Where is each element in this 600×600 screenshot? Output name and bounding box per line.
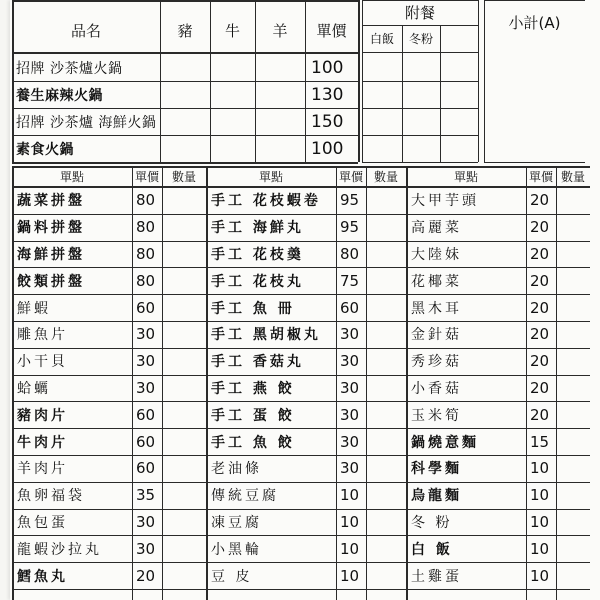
- qty-cell[interactable]: [556, 321, 590, 348]
- ala-carte-item-name: 魚包蛋: [17, 514, 68, 531]
- header-side: 附餐: [404, 3, 435, 22]
- header-item: 單點: [258, 169, 283, 184]
- ala-carte-item-name: 手工 魚 冊: [211, 300, 295, 317]
- ala-carte-item-price: 95: [340, 218, 360, 237]
- qty-cell[interactable]: [556, 294, 590, 321]
- ala-carte-item-name: 花椰菜: [411, 273, 462, 290]
- ala-carte-item-price: 30: [136, 539, 156, 558]
- ala-carte-item-name: 手工 黑胡椒丸: [211, 327, 321, 344]
- ala-carte-item-price: 10: [530, 486, 550, 505]
- qty-cell[interactable]: [162, 348, 206, 375]
- header-vermicelli: 冬粉: [408, 31, 433, 46]
- ala-carte-item-name: 凍豆腐: [211, 514, 262, 531]
- grid-line: [12, 375, 590, 376]
- qty-cell[interactable]: [366, 535, 406, 562]
- grid-line: [362, 0, 478, 1]
- ala-carte-item-price: 30: [340, 352, 360, 371]
- grid-line: [362, 0, 363, 162]
- ala-carte-item-price: 10: [340, 512, 360, 531]
- ala-carte-item-price: 10: [530, 459, 550, 478]
- ala-carte-item-price: 95: [340, 191, 360, 210]
- qty-cell[interactable]: [162, 535, 206, 562]
- ala-carte-item-name: 高麗菜: [411, 220, 462, 237]
- qty-pork-cell[interactable]: [160, 54, 210, 81]
- ala-carte-item-price: 35: [136, 486, 156, 505]
- ala-carte-item-price: 60: [136, 405, 156, 424]
- ala-carte-item-price: 20: [530, 244, 550, 263]
- grid-line: [162, 166, 163, 600]
- grid-line: [362, 81, 478, 82]
- hotpot-name: 養生麻辣火鍋: [16, 87, 103, 104]
- ala-carte-item-price: 20: [136, 566, 156, 585]
- ala-carte-item-price: 15: [530, 432, 550, 451]
- grid-line: [478, 0, 479, 162]
- grid-line: [132, 166, 133, 600]
- ala-carte-item-name: 手工 蛋 餃: [211, 407, 295, 424]
- qty-cell[interactable]: [556, 348, 590, 375]
- header-price: 單價: [134, 169, 159, 184]
- ala-carte-item-name: 蛤蠣: [17, 380, 51, 397]
- ala-carte-item-name: 海鮮拼盤: [17, 246, 85, 263]
- ala-carte-item-name: 手工 花枝蝦卷: [211, 193, 321, 210]
- ala-carte-item-name: 手工 燕 餃: [211, 380, 295, 397]
- ala-carte-item-name: 羊肉片: [17, 461, 68, 478]
- grid-line: [366, 166, 367, 600]
- qty-cell[interactable]: [366, 267, 406, 294]
- qty-pork-cell[interactable]: [160, 81, 210, 108]
- ala-carte-item-price: 60: [136, 432, 156, 451]
- side-qty-cell[interactable]: [440, 81, 478, 108]
- ala-carte-item-name: 魚卵福袋: [17, 488, 85, 505]
- qty-cell[interactable]: [162, 267, 206, 294]
- ala-carte-item-price: 20: [530, 271, 550, 290]
- ala-carte-item-name: 烏龍麵: [411, 488, 462, 505]
- grid-line: [402, 25, 403, 162]
- grid-line: [12, 589, 590, 590]
- grid-line: [12, 482, 590, 483]
- side-qty-cell[interactable]: [440, 108, 478, 135]
- qty-cell[interactable]: [162, 321, 206, 348]
- header-rice: 白飯: [369, 31, 394, 46]
- ala-carte-item-name: 豬肉片: [17, 407, 68, 424]
- grid-line: [336, 166, 337, 600]
- ala-carte-item-name: 傳統豆腐: [211, 488, 279, 505]
- grid-line: [12, 535, 590, 536]
- grid-line: [12, 241, 590, 242]
- ala-carte-item-price: 30: [340, 459, 360, 478]
- qty-cell[interactable]: [556, 509, 590, 536]
- qty-cell[interactable]: [556, 375, 590, 402]
- ala-carte-item-name: 科學麵: [411, 461, 462, 478]
- qty-cell[interactable]: [366, 401, 406, 428]
- side-qty-cell[interactable]: [402, 135, 440, 162]
- ala-carte-item-name: 豆 皮: [211, 568, 253, 585]
- qty-cell[interactable]: [366, 348, 406, 375]
- ala-carte-item-name: 手工 魚 餃: [211, 434, 295, 451]
- ala-carte-item-price: 30: [340, 432, 360, 451]
- grid-line: [12, 166, 14, 600]
- ala-carte-item-name: 小黑輪: [211, 541, 262, 558]
- qty-pork-cell[interactable]: [160, 108, 210, 135]
- ala-carte-item-name: 手工 花枝羮: [211, 246, 304, 263]
- qty-lamb-cell[interactable]: [255, 81, 305, 108]
- qty-cell[interactable]: [366, 455, 406, 482]
- ala-carte-item-price: 60: [136, 298, 156, 317]
- side-qty-cell[interactable]: [362, 81, 402, 108]
- hotpot-price: 100: [311, 57, 344, 78]
- header-price: 單價: [528, 169, 553, 184]
- ala-carte-item-price: 20: [530, 298, 550, 317]
- side-qty-cell[interactable]: [402, 108, 440, 135]
- ala-carte-item-name: 手工 香菇丸: [211, 354, 304, 371]
- grid-line: [12, 81, 358, 82]
- ala-carte-item-price: 80: [136, 244, 156, 263]
- grid-line: [12, 401, 590, 402]
- qty-cell[interactable]: [556, 535, 590, 562]
- header-qty: 數量: [560, 169, 585, 184]
- qty-cell[interactable]: [556, 482, 590, 509]
- qty-cell[interactable]: [162, 214, 206, 241]
- hotpot-price: 150: [311, 111, 344, 132]
- ala-carte-item-name: 冬 粉: [411, 514, 453, 531]
- qty-cell[interactable]: [366, 509, 406, 536]
- ala-carte-item-price: 20: [530, 218, 550, 237]
- ala-carte-item-name: 大甲芋頭: [411, 193, 479, 210]
- qty-cell[interactable]: [162, 562, 206, 589]
- header-qty: 數量: [171, 169, 196, 184]
- grid-line: [160, 0, 161, 162]
- qty-cell[interactable]: [162, 401, 206, 428]
- qty-beef-cell[interactable]: [210, 81, 255, 108]
- grid-line: [12, 0, 14, 162]
- ala-carte-item-price: 20: [530, 352, 550, 371]
- qty-cell[interactable]: [366, 562, 406, 589]
- hotpot-name: 招牌 沙茶爐 海鮮火鍋: [16, 114, 157, 131]
- header-item: 單點: [453, 169, 478, 184]
- qty-cell[interactable]: [366, 482, 406, 509]
- ala-carte-item-price: 20: [530, 405, 550, 424]
- qty-beef-cell[interactable]: [210, 54, 255, 81]
- side-qty-cell[interactable]: [362, 108, 402, 135]
- header-name: 品名: [70, 21, 101, 40]
- ala-carte-item-name: 鱈魚丸: [17, 568, 68, 585]
- header-beef: 牛: [224, 21, 240, 40]
- ala-carte-item-name: 鮮蝦: [17, 300, 51, 317]
- grid-line: [12, 562, 590, 563]
- ala-carte-item-price: 60: [340, 298, 360, 317]
- grid-line: [12, 428, 590, 429]
- ala-carte-item-price: 30: [136, 512, 156, 531]
- grid-line: [12, 455, 590, 456]
- hotpot-name: 素食火鍋: [16, 141, 74, 158]
- ala-carte-item-price: 60: [136, 459, 156, 478]
- qty-lamb-cell[interactable]: [255, 54, 305, 81]
- qty-beef-cell[interactable]: [210, 135, 255, 162]
- ala-carte-item-name: 玉米筍: [411, 407, 462, 424]
- grid-line: [12, 214, 590, 215]
- grid-line: [362, 135, 478, 136]
- ala-carte-item-name: 手工 花枝丸: [211, 273, 304, 290]
- grid-line: [12, 135, 358, 136]
- hotpot-price: 130: [311, 84, 344, 105]
- grid-line: [12, 321, 590, 322]
- ala-carte-item-price: 80: [136, 218, 156, 237]
- side-qty-cell[interactable]: [362, 135, 402, 162]
- qty-cell[interactable]: [556, 455, 590, 482]
- ala-carte-item-name: 餃類拼盤: [17, 273, 85, 290]
- grid-line: [12, 108, 358, 109]
- qty-cell[interactable]: [162, 509, 206, 536]
- grid-line: [362, 108, 478, 109]
- grid-line: [12, 52, 358, 54]
- qty-cell[interactable]: [366, 428, 406, 455]
- ala-carte-item-price: 80: [136, 271, 156, 290]
- ala-carte-item-name: 牛肉片: [17, 434, 68, 451]
- qty-cell[interactable]: [366, 214, 406, 241]
- ala-carte-item-name: 雕魚片: [17, 327, 68, 344]
- qty-cell[interactable]: [366, 321, 406, 348]
- menu-order-sheet: [10, 0, 600, 600]
- grid-line: [362, 25, 478, 26]
- side-qty-cell[interactable]: [402, 81, 440, 108]
- grid-line: [12, 509, 590, 510]
- header-price: 單價: [338, 169, 363, 184]
- ala-carte-item-name: 秀珍菇: [411, 354, 462, 371]
- header-pork: 豬: [177, 21, 193, 40]
- qty-cell[interactable]: [556, 241, 590, 268]
- ala-carte-item-name: 大陸妹: [411, 246, 462, 263]
- ala-carte-item-price: 10: [340, 539, 360, 558]
- ala-carte-item-name: 土雞蛋: [411, 568, 462, 585]
- ala-carte-item-name: 鍋料拼盤: [17, 220, 85, 237]
- qty-cell[interactable]: [556, 428, 590, 455]
- qty-cell[interactable]: [366, 375, 406, 402]
- ala-carte-item-name: 小干貝: [17, 354, 68, 371]
- grid-line: [255, 0, 256, 162]
- ala-carte-item-price: 30: [340, 405, 360, 424]
- side-qty-cell[interactable]: [362, 54, 402, 81]
- ala-carte-item-price: 20: [530, 378, 550, 397]
- qty-cell[interactable]: [162, 482, 206, 509]
- grid-line: [12, 162, 358, 164]
- ala-carte-item-name: 金針菇: [411, 327, 462, 344]
- ala-carte-item-price: 75: [340, 271, 360, 290]
- grid-line: [12, 166, 590, 168]
- ala-carte-item-price: 80: [136, 191, 156, 210]
- grid-line: [362, 52, 478, 53]
- qty-cell[interactable]: [366, 241, 406, 268]
- ala-carte-item-name: 蔬菜拼盤: [17, 193, 85, 210]
- header-item: 單點: [59, 169, 84, 184]
- qty-cell[interactable]: [556, 562, 590, 589]
- ala-carte-item-name: 龍蝦沙拉丸: [17, 541, 102, 558]
- side-qty-cell[interactable]: [402, 54, 440, 81]
- ala-carte-item-price: 30: [136, 352, 156, 371]
- grid-line: [12, 186, 590, 188]
- qty-lamb-cell[interactable]: [255, 135, 305, 162]
- header-subtotal: 小計(A): [508, 13, 561, 32]
- ala-carte-item-name: 白 飯: [411, 541, 453, 558]
- grid-line: [12, 267, 590, 268]
- ala-carte-item-price: 30: [136, 378, 156, 397]
- header-unit-price: 單價: [316, 21, 347, 40]
- ala-carte-item-price: 30: [340, 378, 360, 397]
- ala-carte-item-price: 30: [340, 325, 360, 344]
- grid-line: [362, 162, 478, 163]
- grid-line: [440, 25, 441, 162]
- ala-carte-item-name: 鍋燒意麵: [411, 434, 479, 451]
- qty-cell[interactable]: [162, 187, 206, 214]
- qty-cell[interactable]: [366, 187, 406, 214]
- ala-carte-item-price: 20: [530, 191, 550, 210]
- grid-line: [210, 0, 211, 162]
- grid-line: [358, 0, 360, 162]
- qty-pork-cell[interactable]: [160, 135, 210, 162]
- grid-line: [206, 166, 208, 600]
- grid-line: [484, 0, 485, 162]
- hotpot-name: 招牌 沙茶爐火鍋: [16, 60, 123, 77]
- qty-cell[interactable]: [162, 428, 206, 455]
- ala-carte-item-price: 10: [340, 486, 360, 505]
- qty-cell[interactable]: [162, 294, 206, 321]
- hotpot-price: 100: [311, 138, 344, 159]
- qty-lamb-cell[interactable]: [255, 108, 305, 135]
- grid-line: [406, 166, 408, 600]
- header-qty: 數量: [373, 169, 398, 184]
- grid-line: [305, 0, 306, 162]
- grid-line: [12, 294, 590, 295]
- grid-line: [12, 348, 590, 349]
- grid-line: [556, 166, 557, 600]
- qty-cell[interactable]: [556, 187, 590, 214]
- grid-line: [484, 0, 585, 1]
- qty-cell[interactable]: [366, 294, 406, 321]
- ala-carte-item-price: 30: [136, 325, 156, 344]
- ala-carte-item-price: 10: [530, 566, 550, 585]
- ala-carte-item-price: 80: [340, 244, 360, 263]
- ala-carte-item-price: 10: [530, 539, 550, 558]
- ala-carte-item-price: 10: [530, 512, 550, 531]
- qty-cell[interactable]: [162, 455, 206, 482]
- qty-beef-cell[interactable]: [210, 108, 255, 135]
- ala-carte-item-name: 小香菇: [411, 380, 462, 397]
- ala-carte-item-name: 老油條: [211, 461, 262, 478]
- ala-carte-item-price: 10: [340, 566, 360, 585]
- qty-cell[interactable]: [556, 267, 590, 294]
- qty-cell[interactable]: [556, 401, 590, 428]
- grid-line: [526, 166, 527, 600]
- ala-carte-item-name: 黑木耳: [411, 300, 462, 317]
- ala-carte-item-name: 手工 海鮮丸: [211, 220, 304, 237]
- grid-line: [12, 0, 358, 2]
- qty-cell[interactable]: [162, 375, 206, 402]
- qty-cell[interactable]: [556, 214, 590, 241]
- ala-carte-item-price: 20: [530, 325, 550, 344]
- header-lamb: 羊: [272, 21, 288, 40]
- qty-cell[interactable]: [162, 241, 206, 268]
- grid-line: [484, 162, 585, 163]
- side-qty-cell[interactable]: [440, 54, 478, 81]
- side-qty-cell[interactable]: [440, 135, 478, 162]
